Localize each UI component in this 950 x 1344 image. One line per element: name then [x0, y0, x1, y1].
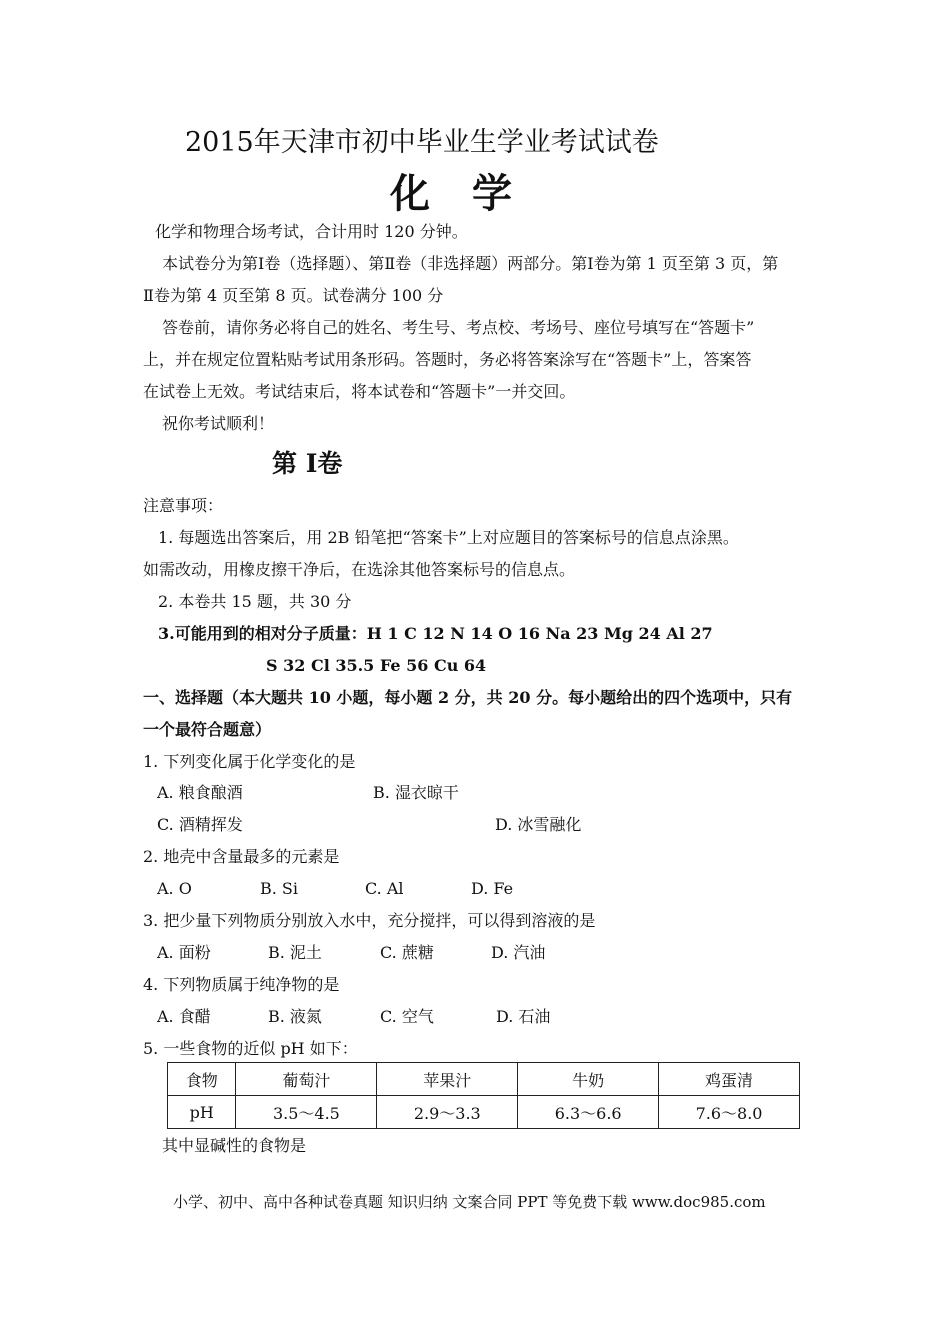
q3-option-d: D. 汽油 [491, 943, 546, 962]
note-1b: 如需改动，用橡皮擦干净后，在选涂其他答案标号的信息点。 [143, 560, 576, 579]
table-cell: 6.3～6.6 [518, 1096, 659, 1129]
ph-table [167, 1062, 800, 1129]
q5-stem: 5. 一些食物的近似 pH 如下： [143, 1039, 358, 1058]
table-cell: 7.6～8.0 [659, 1096, 800, 1129]
section-heading-b: 一个最符合题意） [143, 720, 272, 739]
q3-option-c: C. 蔗糖 [380, 943, 434, 962]
q4-option-a: A. 食醋 [157, 1007, 211, 1026]
notes-heading: 注意事项： [143, 496, 224, 515]
q1-option-c: C. 酒精挥发 [157, 815, 243, 834]
section-heading-a: 一、选择题（本大题共 10 小题，每小题 2 分，共 20 分。每小题给出的四个选项中，只有 [143, 688, 793, 707]
q5-followup: 其中显碱性的食物是 [162, 1136, 307, 1155]
intro-line-3b: 上，并在规定位置粘贴考试用条形码。答题时，务必将答案涂写在“答题卡”上，答案答 [143, 350, 752, 369]
intro-line-4: 祝你考试顺利！ [162, 414, 275, 433]
table-header-cell: 牛奶 [518, 1063, 659, 1096]
q2-option-b: B. Si [260, 879, 299, 898]
note-3b: S 32 Cl 35.5 Fe 56 Cu 64 [266, 656, 487, 675]
note-1a: 1. 每题选出答案后，用 2B 铅笔把“答案卡”上对应题目的答案标号的信息点涂黑。 [158, 528, 739, 547]
q1-stem: 1. 下列变化属于化学变化的是 [143, 752, 356, 771]
table-header-cell: 苹果汁 [377, 1063, 518, 1096]
intro-line-1: 化学和物理合场考试，合计用时 120 分钟。 [155, 222, 468, 241]
q4-stem: 4. 下列物质属于纯净物的是 [143, 975, 340, 994]
table-cell: pH [168, 1096, 236, 1129]
page-footer: 小学、初中、高中各种试卷真题 知识归纳 文案合同 PPT 等免费下载 www.doc985.com [173, 1193, 766, 1211]
table-cell: 3.5～4.5 [236, 1096, 377, 1129]
table-header-cell: 鸡蛋清 [659, 1063, 800, 1096]
note-2: 2. 本卷共 15 题，共 30 分 [158, 592, 352, 611]
q3-stem: 3. 把少量下列物质分别放入水中，充分搅拌，可以得到溶液的是 [143, 911, 596, 930]
q2-option-a: A. O [157, 879, 192, 898]
subject-title: 化学 [390, 170, 554, 217]
table-row [168, 1096, 800, 1129]
q4-option-d: D. 石油 [496, 1007, 551, 1026]
q1-option-b: B. 湿衣晾干 [373, 783, 459, 802]
q3-option-b: B. 泥土 [268, 943, 322, 962]
q2-option-c: C. Al [365, 879, 404, 898]
volume-title: 第 Ⅰ卷 [272, 449, 343, 478]
q2-stem: 2. 地壳中含量最多的元素是 [143, 847, 340, 866]
intro-line-2a: 本试卷分为第Ⅰ卷（选择题）、第Ⅱ卷（非选择题）两部分。第Ⅰ卷为第 1 页至第 3 页，第 [162, 254, 779, 273]
q1-option-a: A. 粮食酿酒 [157, 783, 243, 802]
q4-option-c: C. 空气 [380, 1007, 434, 1026]
q1-option-d: D. 冰雪融化 [495, 815, 582, 834]
q4-option-b: B. 液氮 [268, 1007, 322, 1026]
exam-title: 2015年天津市初中毕业生学业考试试卷 [185, 127, 659, 158]
table-header-cell: 葡萄汁 [236, 1063, 377, 1096]
table-cell: 2.9～3.3 [377, 1096, 518, 1129]
q2-option-d: D. Fe [471, 879, 514, 898]
q3-option-a: A. 面粉 [157, 943, 211, 962]
intro-line-3c: 在试卷上无效。考试结束后，将本试卷和“答题卡”一并交回。 [143, 382, 576, 401]
intro-line-2b: Ⅱ卷为第 4 页至第 8 页。试卷满分 100 分 [143, 286, 444, 305]
note-3a: 3.可能用到的相对分子质量：H 1 C 12 N 14 O 16 Na 23 Mg 24 Al 27 [158, 624, 713, 643]
table-header-cell: 食物 [168, 1063, 236, 1096]
intro-line-3a: 答卷前，请你务必将自己的姓名、考生号、考点校、考场号、座位号填写在“答题卡” [162, 318, 755, 337]
table-header-row [168, 1063, 800, 1096]
